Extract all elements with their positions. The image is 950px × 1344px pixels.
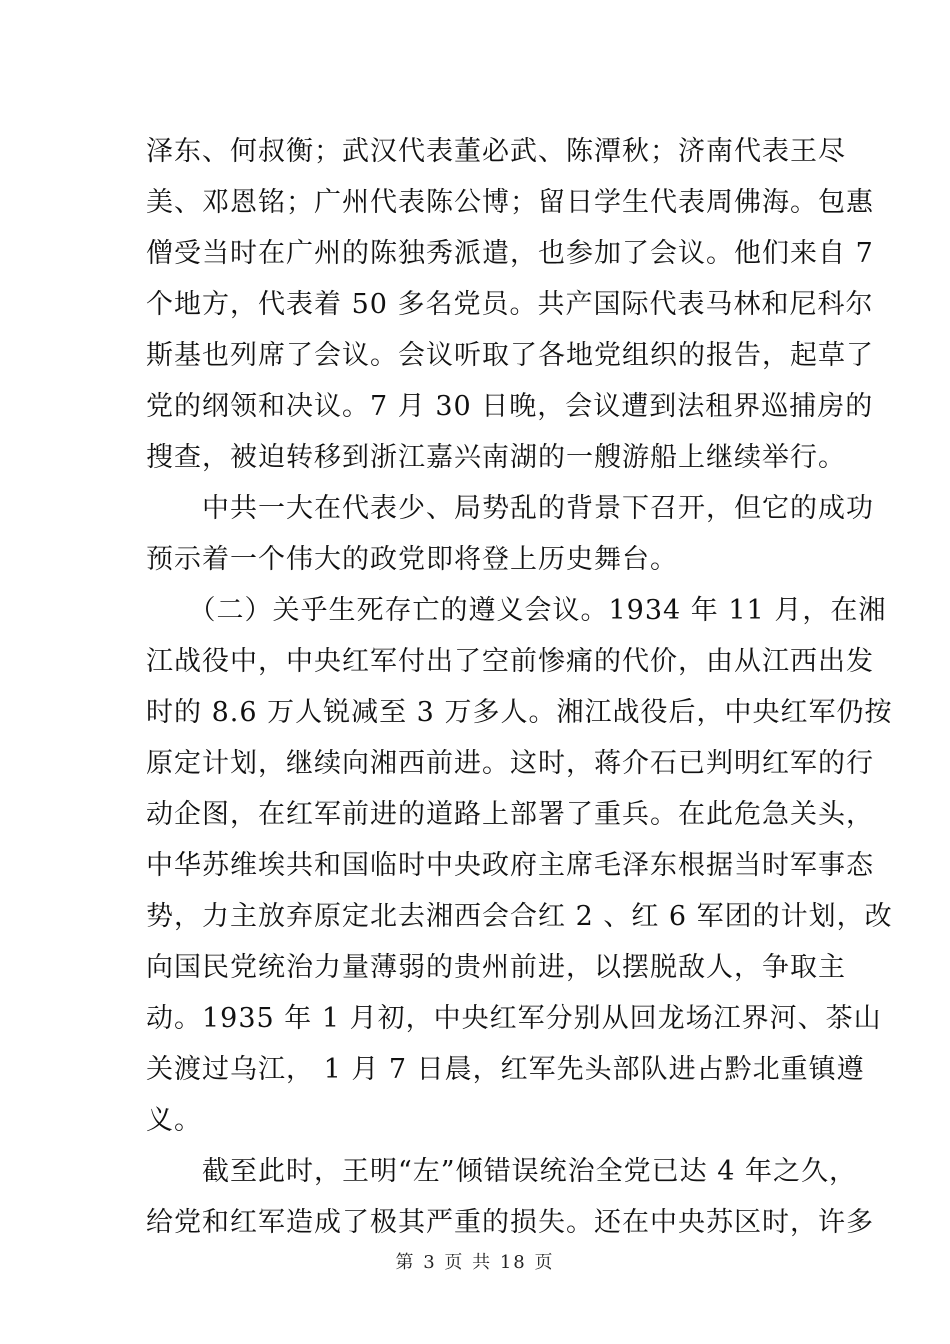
text-line: 截至此时，王明“左”倾错误统治全党已达 4 年之久， — [146, 1156, 857, 1187]
text-line: 党的纲领和决议。7 月 30 日晚，会议遭到法租界巡捕房的 — [146, 391, 874, 422]
page-number-footer: 第 3 页 共 18 页 — [395, 1252, 555, 1273]
body-text — [146, 126, 893, 1248]
text-line: 势，力主放弃原定北去湘西会合红 2 、红 6 军团的计划，改 — [146, 901, 893, 932]
text-line: 斯基也列席了会议。会议听取了各地党组织的报告，起草了 — [146, 340, 874, 371]
text-line: 中华苏维埃共和国临时中央政府主席毛泽东根据当时军事态 — [146, 850, 874, 881]
text-line: 僧受当时在广州的陈独秀派遣，也参加了会议。他们来自 7 — [146, 238, 874, 269]
text-line: 动企图，在红军前进的道路上部署了重兵。在此危急关头， — [146, 799, 874, 830]
text-line: 关渡过乌江， 1 月 7 日晨，红军先头部队进占黔北重镇遵 — [146, 1054, 865, 1085]
text-line: 义。 — [146, 1105, 202, 1136]
text-line: 美、邓恩铭；广州代表陈公博；留日学生代表周佛海。包惠 — [146, 187, 874, 218]
text-line: 个地方，代表着 50 多名党员。共产国际代表马林和尼科尔 — [146, 289, 874, 320]
text-line: 中共一大在代表少、局势乱的背景下召开，但它的成功 — [146, 493, 874, 524]
text-line: （二）关乎生死存亡的遵义会议。1934 年 11 月，在湘 — [146, 595, 887, 626]
text-line: 时的 8.6 万人锐减至 3 万多人。湘江战役后，中央红军仍按 — [146, 697, 893, 728]
text-line: 动。1935 年 1 月初，中央红军分别从回龙场江界河、茶山 — [146, 1003, 882, 1034]
text-line: 向国民党统治力量薄弱的贵州前进，以摆脱敌人，争取主 — [146, 952, 846, 983]
text-line: 给党和红军造成了极其严重的损失。还在中央苏区时，许多 — [146, 1207, 874, 1238]
text-line: 预示着一个伟大的政党即将登上历史舞台。 — [146, 544, 678, 575]
text-line: 泽东、何叔衡；武汉代表董必武、陈潭秋；济南代表王尽 — [146, 136, 846, 167]
text-line: 搜查，被迫转移到浙江嘉兴南湖的一艘游船上继续举行。 — [146, 442, 846, 473]
text-line: 江战役中，中央红军付出了空前惨痛的代价，由从江西出发 — [146, 646, 874, 677]
text-line: 原定计划，继续向湘西前进。这时，蒋介石已判明红军的行 — [146, 748, 874, 779]
